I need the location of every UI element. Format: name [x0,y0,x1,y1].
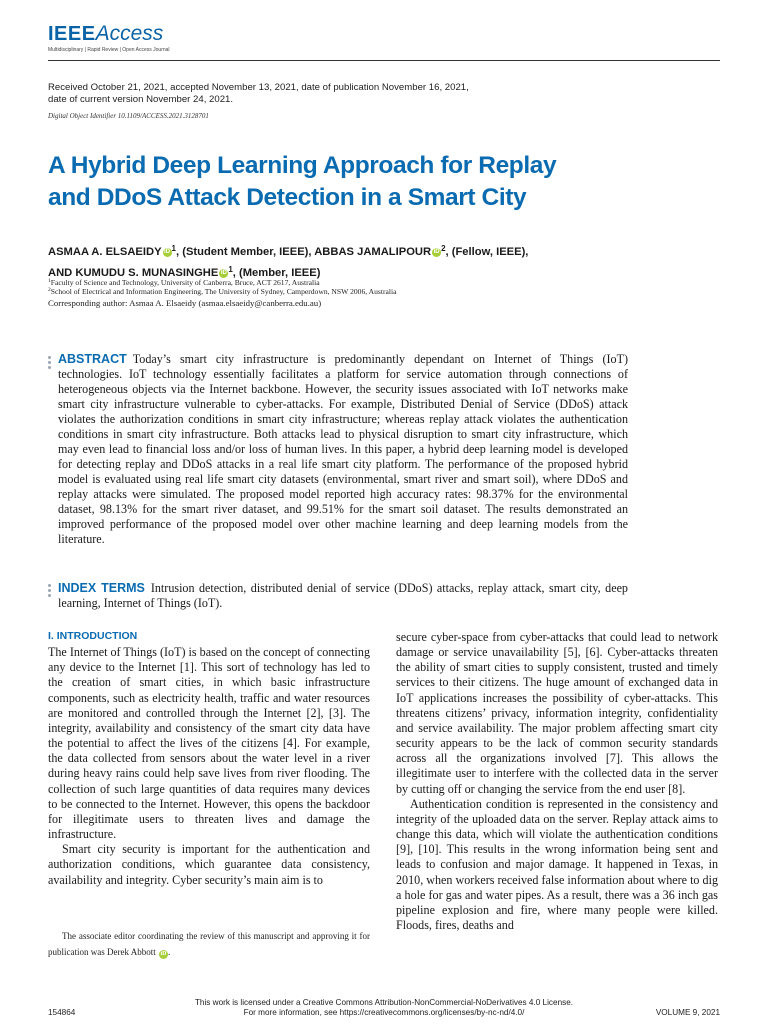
title-line-2: and DDoS Attack Detection in a Smart City [48,184,527,211]
body-column-right [396,630,718,933]
author-3-affil: 1 [228,265,233,274]
index-terms-marker-icon [48,584,52,599]
editor-note-text: The associate editor coordinating the review of this manuscript and approving it for publication was Derek Abbott [48,931,370,957]
affiliation-2 [48,285,720,297]
author-3-role: , (Member, IEEE) [232,267,321,279]
logo-ieee: IEEE [48,23,96,45]
author-1: ASMAA A. ELSAEIDY [48,246,162,258]
corresponding-author: Corresponding author: Asmaa A. Elsaeidy (asmaa.elsaeidy@canberra.edu.au) [48,298,322,308]
abstract [58,352,628,547]
paragraph: secure cyber-space from cyber-attacks that could lead to network damage or service unavailability [5], [6]. Cyber-attacks threaten the ability of smart cities to supply consistent, trusted and timely services to their citizens. The huge amount of exchanged data in IoT applications increases the possibility of cyber-attacks. This threatens citizens’ privacy, information integrity, confidentiality and service availability. The major problem affecting smart city security appears to be the lack of common security standards across all the organizations involved [7]. This allows the illegitimate user to interfere with the collected data in the server by cutting off or changing the service from the end user [8]. [396,630,718,796]
author-3: KUMUDU S. MUNASINGHE [75,267,219,279]
paragraph: Authentication condition is represented in the consistency and integrity of the uploaded data on the server. Replay attack aims to change this data, which will violate the authentication conditions [9], [10]. This results in the wrong information being sent and leads to confusion and major damage. It happened in Texas, in 2010, when workers received false information about where to dig a hole for gas and water pipes. As a result, there was a 36 inch gas pipeline explosion and fire, where many people were killed. Floods, fires, deaths and [396,796,718,932]
history-line-1: Received October 21, 2021, accepted November 13, 2021, date of publication November 16, 2021, [48,82,469,93]
section-heading: I. INTRODUCTION [48,630,138,642]
paragraph: The Internet of Things (IoT) is based on the concept of connecting any device to the Internet [1]. This sort of technology has led to the creation of smart cities, in which basic infrastructure components, such as electricity health, traffic and water resources are monitored and controlled through the Internet [2], [3]. The integrity, availability and consistency of the smart city data have the potential to affect the lives of the citizens [4]. For example, the data collected from sensors about the water level in a river during heavy rains could help save lives from river flooding. The collection of such large quantities of data requires many devices to be connected to the Internet. However, this opens the backdoor for illegitimate users to threaten lives and damage the infrastructure. [48,645,370,842]
affiliation-number: 2 [48,287,51,293]
orcid-icon[interactable]: iD [164,249,171,255]
affiliation-number: 1 [48,278,51,284]
author-2-affil: 2 [441,244,446,253]
title-line-1: A Hybrid Deep Learning Approach for Replay [48,152,557,179]
affiliation-text: Faculty of Science and Technology, University of Canberra, Bruce, ACT 2617, Australia [50,278,320,287]
license-line-2[interactable]: For more information, see https://creativecommons.org/licenses/by-nc-nd/4.0/ [243,1008,525,1017]
orcid-icon[interactable]: iD [220,270,227,276]
license-notice [48,998,720,1018]
abstract-heading: ABSTRACT [58,352,127,366]
page-number: 154864 [48,1008,76,1017]
orcid-icon[interactable]: iD [160,951,167,957]
body-column-left [48,629,370,888]
journal-tagline: Multidisciplinary | Rapid Review | Open Access Journal [48,47,170,53]
affiliation-text: School of Electrical and Information Engineering, The University of Sydney, Camperdown, NSW 2006, Australia [50,287,397,296]
editor-note-end: . [167,947,171,957]
index-terms-heading: INDEX TERMS [58,581,145,595]
author-1-affil: 1 [171,244,176,253]
editor-footnote [48,928,370,960]
orcid-icon[interactable]: iD [433,249,440,255]
index-terms-text: Intrusion detection, distributed denial of service (DDoS) attacks, replay attack, smart city, deep learning, Internet of Things (IoT). [58,581,628,610]
journal-logo [48,22,188,58]
volume-label: VOLUME 9, 2021 [655,1008,720,1017]
license-line-1: This work is licensed under a Creative Commons Attribution-NonCommercial-NoDerivatives 4.0 License. [194,998,574,1007]
header-rule [48,60,720,61]
logo-access: Access [95,22,164,45]
author-2-role: , (Fellow, IEEE), [445,246,529,258]
paragraph: Smart city security is important for the authentication and authorization conditions, which guarantee data consistency, availability and integrity. Cyber security’s main aim is to [48,842,370,887]
history-line-2: date of current version November 24, 2021. [48,94,234,105]
index-terms [58,581,628,611]
paper-title [48,150,688,214]
author-2: ABBAS JAMALIPOUR [314,246,432,258]
author-1-role: , (Student Member, IEEE), [176,246,312,258]
doi: Digital Object Identifier 10.1109/ACCESS.2021.3128701 [48,112,209,120]
abstract-text: Today’s smart city infrastructure is predominantly dependant on Internet of Things (IoT) technologies. IoT technology essentially facilitates a platform for service automation through connections of heterogeneous objects via the Internet backbone. However, the security issues associated with IoT networks make smart city infrastructure vulnerable to cyber-attacks. For example, Distributed Denial of Service (DDoS) attack violates the authorization conditions in smart city infrastructure; whereas replay attack violates the authentication conditions in smart city infrastructure. Both attacks lead to physical disruption to smart city infrastructure, which may even lead to financial loss and/or loss of human lives. In this paper, a hybrid deep learning model is developed for detecting replay and DDoS attacks in a real life smart city platform. The performance of the proposed hybrid model is evaluated using real life smart city datasets (environmental, smart river and smart soil), where DDoS and replay attacks were simulated. The proposed model reported high accuracy rates: 98.37% for the environmental dataset, 98.13% for the smart river dataset, and 99.51% for the smart soil dataset. The results demonstrated an improved performance of the proposed model over other machine learning and deep learning models from the literature. [58,352,628,546]
author-3-prefix: AND [48,267,73,279]
abstract-marker-icon [48,356,52,371]
